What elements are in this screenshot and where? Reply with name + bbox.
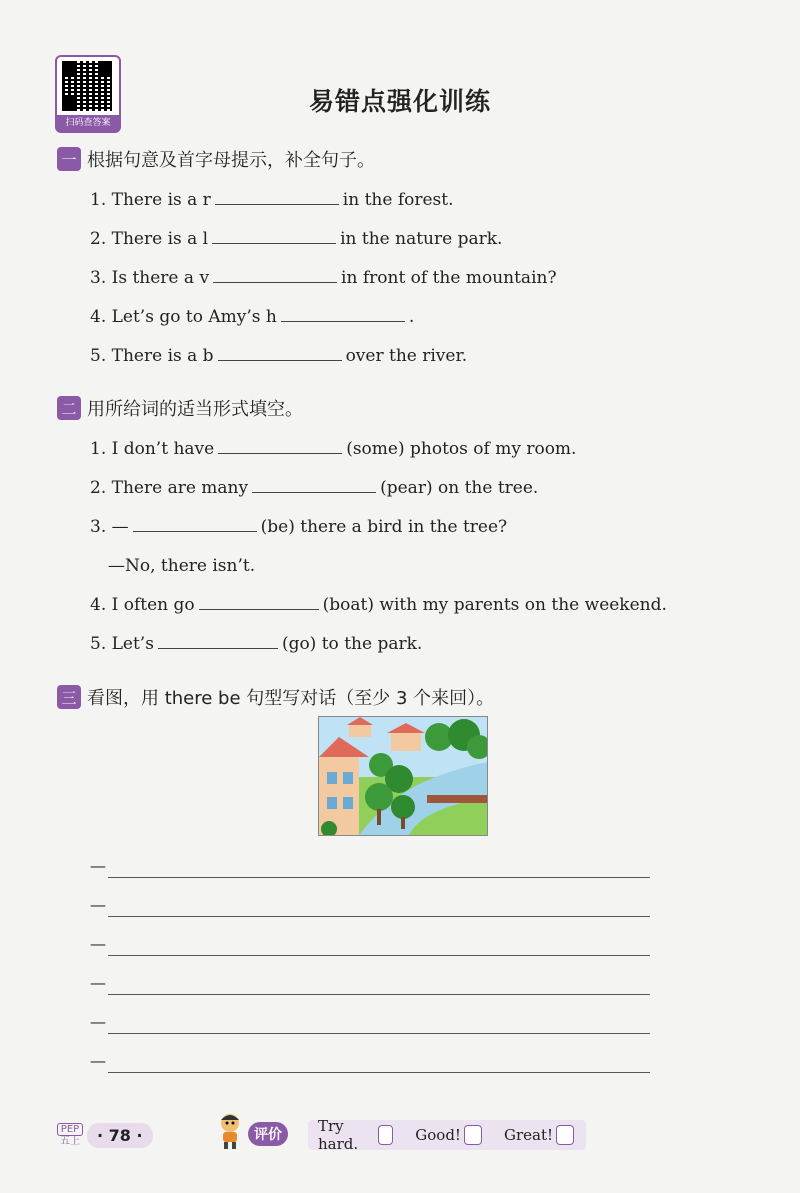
exercise-line: 1. There is a r in the forest.	[90, 190, 454, 210]
edition-badge: PEP 五上	[57, 1123, 83, 1147]
exercise-line: 2. There is a l in the nature park.	[90, 229, 503, 249]
rating-checkbox[interactable]	[556, 1125, 574, 1145]
answer-blank[interactable]	[218, 452, 342, 454]
writing-line[interactable]	[108, 994, 650, 995]
section-3-heading	[57, 684, 494, 710]
answer-blank[interactable]	[199, 608, 319, 610]
exercise-line: 3. Is there a v in front of the mountain?	[90, 268, 557, 288]
dialogue-dash: —	[90, 895, 106, 914]
section-1-heading	[57, 146, 375, 172]
exercise-line: 2. There are many (pear) on the tree.	[90, 478, 539, 498]
writing-line[interactable]	[108, 1033, 650, 1034]
mascot-icon	[215, 1112, 245, 1150]
rating-checkbox[interactable]	[378, 1125, 393, 1145]
evaluation-label: 评价	[248, 1122, 288, 1146]
answer-blank[interactable]	[212, 242, 336, 244]
answer-blank[interactable]	[213, 281, 337, 283]
writing-line[interactable]	[108, 877, 650, 878]
rating-option: Great!	[504, 1125, 574, 1145]
writing-line[interactable]	[108, 955, 650, 956]
answer-blank[interactable]	[158, 647, 278, 649]
exercise-line: 4. I often go (boat) with my parents on the weekend.	[90, 595, 667, 615]
exercise-line: 3. — (be) there a bird in the tree?	[90, 517, 508, 537]
rating-checkbox[interactable]	[464, 1125, 482, 1145]
dialogue-dash: —	[90, 1051, 106, 1070]
page-title: 易错点强化训练	[308, 87, 491, 116]
dialogue-dash: —	[90, 973, 106, 992]
page-number: · 78 ·	[87, 1123, 153, 1148]
qr-caption: 扫码查答案	[57, 115, 119, 131]
exercise-line: 5. There is a b over the river.	[90, 346, 468, 366]
section-instruction: 看图，用 there be 句型写对话（至少 3 个来回）。	[87, 688, 495, 709]
exercise-line: 4. Let’s go to Amy’s h .	[90, 307, 415, 327]
rating-option: Good!	[415, 1125, 482, 1145]
page-footer	[57, 1118, 153, 1152]
self-rating-bar	[308, 1117, 586, 1153]
rating-option: Try hard.	[318, 1117, 393, 1153]
answer-blank[interactable]	[281, 320, 405, 322]
answer-blank[interactable]	[218, 359, 342, 361]
section-instruction: 用所给词的适当形式填空。	[87, 399, 303, 420]
dialogue-dash: —	[90, 934, 106, 953]
section-instruction: 根据句意及首字母提示，补全句子。	[87, 150, 375, 171]
exercise-line: 5. Let’s (go) to the park.	[90, 634, 423, 654]
dialogue-dash: —	[90, 1012, 106, 1031]
answer-blank[interactable]	[215, 203, 339, 205]
section-number: 二	[57, 396, 81, 420]
answer-blank[interactable]	[252, 491, 376, 493]
section-2-heading	[57, 395, 303, 421]
dialogue-dash: —	[90, 856, 106, 875]
exercise-response: —No, there isn’t.	[108, 556, 256, 576]
answer-blank[interactable]	[133, 530, 257, 532]
exercise-line: 1. I don’t have (some) photos of my room.	[90, 439, 577, 459]
writing-line[interactable]	[108, 916, 650, 917]
section-number: 三	[57, 685, 81, 709]
scene-illustration	[318, 716, 488, 836]
section-number: 一	[57, 147, 81, 171]
writing-line[interactable]	[108, 1072, 650, 1073]
